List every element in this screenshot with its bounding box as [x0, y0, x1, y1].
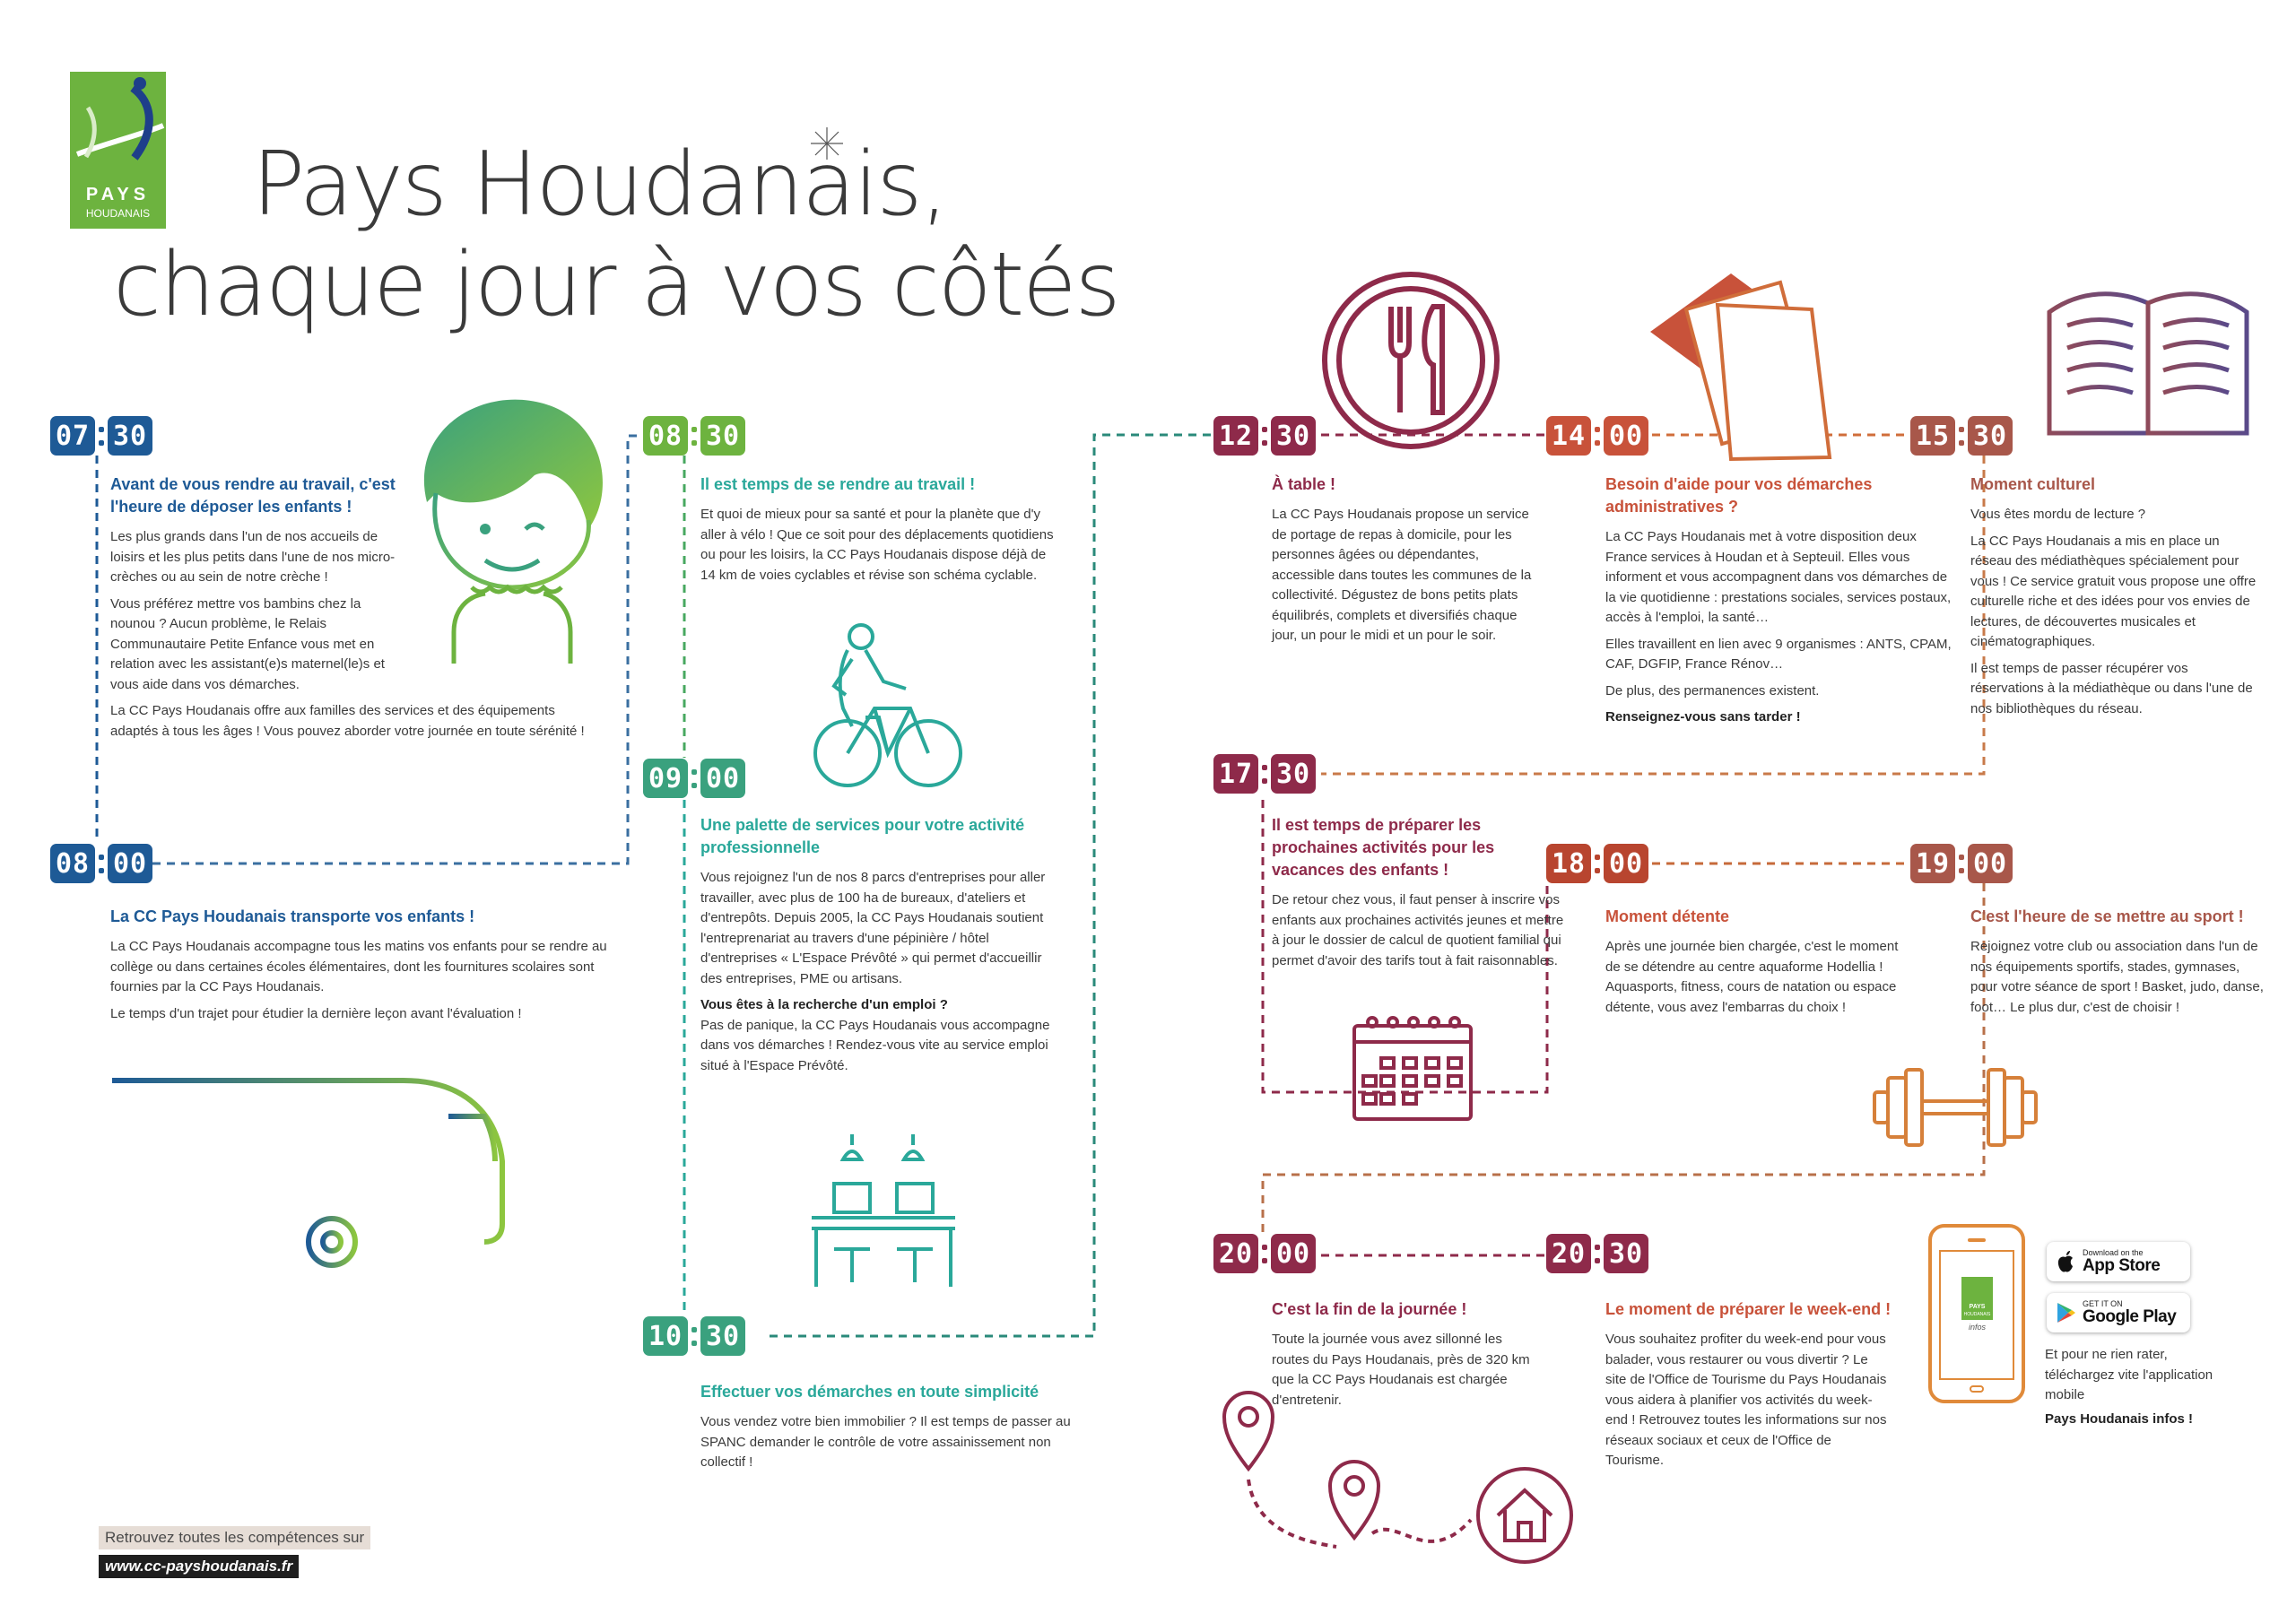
- section-1800: [1605, 906, 1901, 1024]
- time-minute: 30: [700, 416, 745, 456]
- section-heading: Effectuer vos démarches en toute simplicité: [700, 1383, 1039, 1401]
- time-minute: 30: [1271, 416, 1316, 456]
- sparkle-icon: [809, 126, 845, 161]
- time-hour: 10: [643, 1316, 688, 1356]
- section-1230: [1272, 473, 1541, 653]
- dumbbell-icon: [1870, 1067, 2040, 1148]
- section-text: Elles travaillent en lien avec 9 organismes : ANTS, CPAM, CAF, DGFIP, France Rénov…: [1605, 636, 1952, 672]
- appstore-small: Download on the: [2083, 1248, 2144, 1257]
- section-text: La CC Pays Houdanais accompagne tous les matins vos enfants pour se rendre au collège ou dans certaines écoles élémentaires, dont les fournitures scolaires sont fournies par la CC Pays Houdanais.: [110, 939, 607, 994]
- section-heading: La CC Pays Houdanais transporte vos enfants !: [110, 907, 475, 925]
- page-title: [113, 135, 1119, 335]
- section-text: De plus, des permanences existent.: [1605, 682, 1820, 699]
- section-1730: [1272, 814, 1568, 977]
- apple-icon: [2056, 1250, 2075, 1273]
- time-hour: 20: [1213, 1234, 1258, 1273]
- app-store-button[interactable]: [2047, 1242, 2190, 1281]
- section-1530: [1970, 473, 2257, 725]
- time-hour: 19: [1910, 844, 1955, 883]
- section-text: Vous souhaitez profiter du week-end pour vous balader, vous restaurer ou vous divertir ? Le site de l'Office de Tourisme du Pays Houdanais vous aidera à planifier vos activités du week-end ! Retrouvez toutes les informations sur nos réseaux sociaux et ceux de l'Office de Tourisme.: [1605, 1332, 1887, 1468]
- section-text: Les plus grands dans l'un de nos accueils de loisirs et les plus petits dans l'une de nos micro-crèches ou au sein de notre crèche !: [110, 529, 396, 585]
- time-badge-1400: [1546, 416, 1648, 456]
- logo-line1: PAYS: [85, 185, 151, 204]
- time-minute: 00: [1604, 844, 1648, 883]
- time-badge-1030: [643, 1316, 745, 1356]
- section-text: Vous êtes mordu de lecture ?: [1970, 507, 2146, 522]
- appstore-big: App Store: [2083, 1256, 2161, 1275]
- section-heading: C'est l'heure de se mettre au sport !: [1970, 907, 2244, 925]
- open-book-icon: [2045, 285, 2251, 456]
- time-hour: 15: [1910, 416, 1955, 456]
- section-heading: Une palette de services pour votre activité professionnelle: [700, 816, 1025, 856]
- section-heading: C'est la fin de la journée !: [1272, 1300, 1467, 1318]
- section-text: Après une journée bien chargée, c'est le moment de se détendre au centre aquaforme Hodellia ! Aquasports, fitness, cours de natation ou espace détente, vous avez l'embarras du choix !: [1605, 939, 1899, 1015]
- plate-fork-knife-icon: [1321, 271, 1500, 450]
- phone-logo-houdanais: HOUDANAIS: [1963, 1312, 1991, 1317]
- time-hour: 09: [643, 759, 688, 798]
- google-play-icon: [2056, 1302, 2075, 1324]
- title-line2: chaque jour à vos côtés: [113, 234, 1119, 336]
- footer-label: Retrouvez toutes les compétences sur: [99, 1526, 370, 1549]
- time-hour: 14: [1546, 416, 1591, 456]
- section-heading: À table !: [1272, 475, 1336, 493]
- time-minute: 00: [108, 844, 152, 883]
- section-2030: [1605, 1298, 1892, 1478]
- section-0730: [110, 473, 585, 748]
- time-hour: 20: [1546, 1234, 1591, 1273]
- time-hour: 08: [50, 844, 95, 883]
- time-badge-0900: [643, 759, 745, 798]
- section-text: De retour chez vous, il faut penser à inscrire vos enfants aux prochaines activités jeunes et mettre à jour le dossier de calcul de quotient familial qui permet d'avoir des tarifs tout à fait raisonnables.: [1272, 892, 1564, 968]
- cyclist-icon: [803, 619, 964, 789]
- bus-icon: [108, 1063, 511, 1296]
- section-question: Vous êtes à la recherche d'un emploi ?: [700, 997, 948, 1012]
- gplay-small: GET IT ON: [2083, 1299, 2123, 1308]
- section-heading: Il est temps de préparer les prochaines activités pour les vacances des enfants !: [1272, 816, 1495, 879]
- time-badge-0730: [50, 416, 152, 456]
- section-text: La CC Pays Houdanais met à votre disposition deux France services à Houdan et à Septeuil. Elles vous informent et vous accompagnent dans vos démarches de la vie quotidienne : prestations sociales, services postaux, accès à l'emploi, la santé…: [1605, 529, 1952, 625]
- section-1400: [1605, 473, 1955, 734]
- section-heading: Le moment de préparer le week-end !: [1605, 1300, 1892, 1318]
- app-promo: [2045, 1345, 2233, 1429]
- time-minute: 00: [1271, 1234, 1316, 1273]
- time-hour: 17: [1213, 754, 1258, 794]
- coworking-desk-icon: [807, 1134, 960, 1287]
- title-line1: Pays Houdanais,: [252, 134, 947, 236]
- section-1030: [700, 1381, 1077, 1480]
- section-0830: [700, 473, 1059, 592]
- section-text: Le temps d'un trajet pour étudier la dernière leçon avant l'évaluation !: [110, 1005, 522, 1021]
- phone-app-infos: infos: [1968, 1323, 1986, 1332]
- time-minute: 30: [1968, 416, 2013, 456]
- section-heading: Besoin d'aide pour vos démarches administratives ?: [1605, 475, 1873, 516]
- footer-url-link[interactable]: www.cc-payshoudanais.fr: [99, 1555, 299, 1578]
- time-hour: 08: [643, 416, 688, 456]
- section-0900: [700, 814, 1059, 1082]
- section-text: Rejoignez votre club ou association dans l'un de nos équipements sportifs, stades, gymnases, pour votre séance de sport ! Basket, judo, danse, foot… Le plus dur, c'est de choisir !: [1970, 939, 2264, 1015]
- section-heading: Moment culturel: [1970, 475, 2096, 493]
- section-text: Vous préférez mettre vos bambins chez la nounou ? Aucun problème, le Relais Communautaire Petite Enfance vous met en relation avec les assistant(e)s maternel(le)s et vous aide dans vos démarches.: [110, 595, 385, 692]
- section-1900: [1970, 906, 2266, 1024]
- time-badge-1900: [1910, 844, 2013, 883]
- time-hour: 12: [1213, 416, 1258, 456]
- time-minute: 30: [1604, 1234, 1648, 1273]
- app-text: Et pour ne rien rater, téléchargez vite l'application mobile: [2045, 1347, 2213, 1402]
- route-to-home-icon: [1220, 1390, 1596, 1569]
- time-badge-1230: [1213, 416, 1316, 456]
- section-text: Toute la journée vous avez sillonné les routes du Pays Houdanais, près de 320 km que la CC Pays Houdanais est chargée d'entretenir.: [1272, 1332, 1530, 1408]
- time-minute: 00: [1968, 844, 2013, 883]
- section-text: La CC Pays Houdanais a mis en place un réseau des médiathèques spécialement pour vous ! Ce service gratuit vous propose une offre culturelle riche et des idées pour vos envies de lectures, de découvertes musicales et cinématographiques.: [1970, 533, 2257, 649]
- section-text: La CC Pays Houdanais propose un service de portage de repas à domicile, pour les personnes âgées ou dépendantes, accessible dans toutes les communes de la collectivité. Dégustez de bons petits plats équilibrés, complets et diversifiés chaque jour, un pour le midi et un pour le soir.: [1272, 507, 1532, 643]
- section-text: Vous vendez votre bien immobilier ? Il est temps de passer au SPANC demander le contrôle de votre assainissement non collectif !: [700, 1414, 1071, 1470]
- time-minute: 30: [700, 1316, 745, 1356]
- section-text: Il est temps de passer récupérer vos réservations à la médiathèque ou dans l'une de nos bibliothèques du réseau.: [1970, 660, 2253, 716]
- logo-line2: HOUDANAIS: [85, 207, 151, 220]
- documents-icon: [1646, 269, 1852, 475]
- section-heading: Moment détente: [1605, 907, 1730, 925]
- child-icon: [400, 395, 615, 664]
- time-badge-0830: [643, 416, 745, 456]
- section-heading: Avant de vous rendre au travail, c'est l'heure de déposer les enfants !: [110, 475, 396, 516]
- time-minute: 30: [1271, 754, 1316, 794]
- time-badge-2030: [1546, 1234, 1648, 1273]
- app-name: Pays Houdanais infos !: [2045, 1410, 2194, 1427]
- section-text: Et quoi de mieux pour sa santé et pour la planète que d'y aller à vélo ! Que ce soit pour des déplacements quotidiens ou pour les loisirs, la CC Pays Houdanais dispose déjà de 14 km de voies cyclables et révise son schéma cyclable.: [700, 507, 1054, 583]
- time-badge-1530: [1910, 416, 2013, 456]
- time-minute: 30: [108, 416, 152, 456]
- time-minute: 00: [700, 759, 745, 798]
- time-badge-2000: [1213, 1234, 1316, 1273]
- google-play-button[interactable]: [2047, 1293, 2190, 1332]
- phone-logo-pays: PAYS: [1969, 1304, 1986, 1310]
- time-hour: 07: [50, 416, 95, 456]
- calendar-icon: [1350, 1015, 1475, 1123]
- section-text: Pas de panique, la CC Pays Houdanais vous accompagne dans vos démarches ! Rendez-vous vite au service emploi situé à l'Espace Prévôté.: [700, 1017, 1050, 1073]
- time-hour: 18: [1546, 844, 1591, 883]
- section-cta: Renseignez-vous sans tarder !: [1605, 709, 1801, 725]
- gplay-big: Google Play: [2083, 1307, 2177, 1326]
- time-minute: 00: [1604, 416, 1648, 456]
- time-badge-1730: [1213, 754, 1316, 794]
- section-text: La CC Pays Houdanais offre aux familles des services et des équipements adaptés à tous les âges ! Vous pouvez aborder votre journée en toute sérénité !: [110, 703, 585, 739]
- phone-app-logo: [1961, 1277, 1993, 1320]
- time-badge-0800: [50, 844, 152, 883]
- section-heading: Il est temps de se rendre au travail !: [700, 475, 976, 493]
- phone-mockup: [1928, 1224, 2025, 1403]
- section-0800: [110, 906, 613, 1030]
- section-text: Vous rejoignez l'un de nos 8 parcs d'entreprises pour aller travailler, avec plus de 100 ha de bureaux, d'ateliers et d'entrepôts. Depuis 2005, la CC Pays Houdanais soutient l'entreprenariat au travers d'une pépinière / hôtel d'entreprises « L'Espace Prévôté » qui permet d'accueillir des entreprises, PME ou artisans.: [700, 870, 1046, 986]
